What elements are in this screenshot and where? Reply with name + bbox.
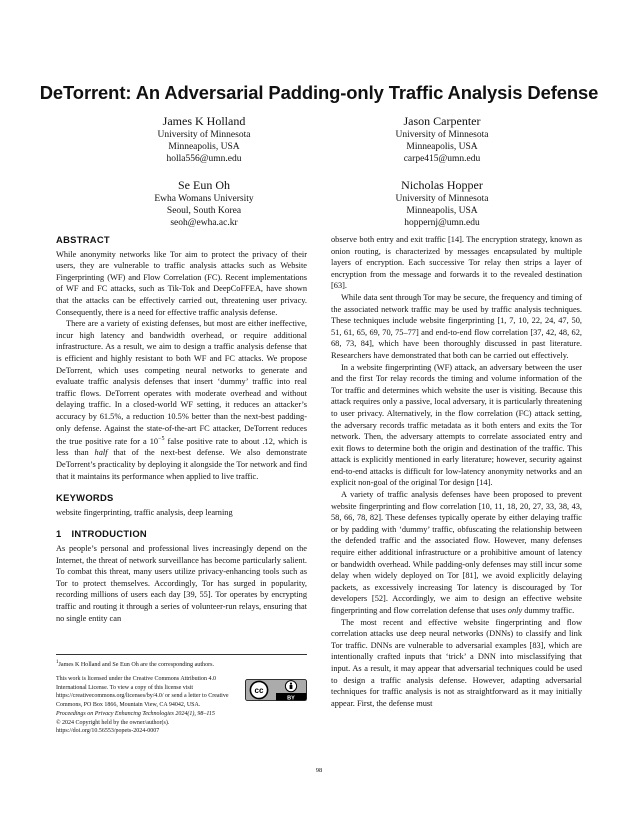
author-name: Jason Carpenter <box>403 114 481 128</box>
author-block <box>342 178 542 230</box>
by-label: BY <box>287 695 295 701</box>
license-text: This work is licensed under the Creative Commons Attribution 4.0 International License. To view a copy of this license visit https://creativecommons.org/licenses/by/4.0/ or send a letter to Creative Commons, PO Box 1866, Mountain View, CA 94042, USA. <box>56 676 229 709</box>
keywords-heading: KEYWORDS <box>56 492 114 504</box>
author-affiliation: Ewha Womans University <box>154 194 254 204</box>
footnote-text: James K Holland and Se Eun Oh are the corresponding authors. <box>58 662 215 669</box>
footnote <box>56 654 307 669</box>
author-block <box>104 178 304 230</box>
abstract-text: false positive rate to about .12, which is less than <box>56 436 307 458</box>
author-name: Nicholas Hopper <box>401 178 483 192</box>
doi-link[interactable]: https://doi.org/10.56553/popets-2024-0007 <box>56 728 160 735</box>
body-paragraph: The most recent and effective website fingerprinting and flow correlation attacks use deep neural networks (DNNs) to classify and link Tor traffic. DNNs are vulnerable to adversarial examples [83], which are intentionally crafted inputs that ‘trick’ a DNN into misclassifying that input. As a result, it may appear that adversarial techniques could be used to design a traffic analysis defense. However, adapting adversarial techniques for traffic analysis is not as straightforward as it may initially appear. First, the defense must <box>331 617 582 708</box>
emphasis: only <box>507 606 523 615</box>
paper-title: DeTorrent: An Adversarial Padding-only Traffic Analysis Defense <box>39 82 599 103</box>
author-name: James K Holland <box>162 114 246 128</box>
keywords-text: website fingerprinting, traffic analysis, deep learning <box>56 507 233 517</box>
exponent: −5 <box>158 436 165 443</box>
author-block <box>342 114 542 166</box>
cc-by-license-icon <box>245 679 307 701</box>
page-number: 98 <box>315 767 323 774</box>
body-paragraph <box>331 489 582 617</box>
author-location: Minneapolis, USA <box>406 142 478 153</box>
body-text: dummy traffic. <box>522 606 575 615</box>
proceedings-line: Proceedings on Privacy Enhancing Technologies 2024(1), 98–115 <box>56 710 215 717</box>
author-email: seoh@ewha.ac.kr <box>170 218 238 229</box>
author-location: Seoul, South Korea <box>166 206 242 217</box>
body-paragraph: In a website fingerprinting (WF) attack, an adversary between the user and the first Tor relay records the timing and volume information of the Tor traffic and determines which website the user is visiting. Because this attack requires only a passive, local adversary, it is particularly threatening to user privacy. Alternatively, in the flow correlation (FC) attack setting, the adversary records traffic metadata as it both enters and exits the Tor network. Then, the adversary attempts to correlate associated entry and exit flows to determine both the origin and destination of the traffic. This attack is explicitly mentioned in early literature; however, security against end-to-end attacks is difficult for low-latency anonymity networks and an explicit non-goal of the original Tor design [14]. <box>331 362 582 488</box>
introduction-paragraph: As people’s personal and professional lives increasingly depend on the Internet, the threat of network surveillance has become particularly salient. To combat this threat, many users utilize privacy-enhancing tools such as Tor to protect themselves. Accordingly, Tor has surged in popularity, recording millions of users each day [39, 55]. Tor operates by encrypting traffic and routing it through a series of volunteer-run relays, ensuring that no single entity can <box>56 544 307 623</box>
author-email: holla556@umn.edu <box>166 154 242 165</box>
section-title: INTRODUCTION <box>71 528 147 540</box>
introduction-heading <box>56 528 307 540</box>
license-block <box>56 675 307 736</box>
section-number: 1 <box>56 528 62 540</box>
body-paragraph: While data sent through Tor may be secure, the frequency and timing of the associated network traffic may be used by traffic analysis techniques. These techniques include website fingerprinting [1, 7, 10, 22, 24, 47, 50, 51, 61, 65, 69, 70, 75–77] and end-to-end flow correlation [37, 42, 48, 62, 68, 73, 84], which have been thoroughly discussed in past literature. Researchers have demonstrated that both can be carried out effectively. <box>331 292 582 360</box>
author-email: hoppernj@umn.edu <box>404 218 480 229</box>
abstract-text: There are a variety of existing defenses, but most are either ineffective, incur high latency and bandwidth overhead, or require additional infrastructure. As a result, we aim to design a traffic analysis defense that is efficient and highly resistant to both WF and FC attacks. We propose DeTorrent, which uses competing neural networks to generate and evaluate traffic analysis defenses that insert ‘dummy’ traffic into real traffic flows. DeTorrent operates with moderate overhead and without delaying traffic. In a closed-world WF setting, it reduces an attacker’s accuracy by 61.5%, a reduction 10.5% better than the next-best padding-only defense. Against the state-of-the-art FC attacker, DeTorrent reduces the true positive rate for a 10 <box>56 319 307 446</box>
body-text: A variety of traffic analysis defenses have been proposed to prevent website fingerprinting and flow correlation [10, 11, 18, 20, 27, 33, 38, 43, 58, 66, 78, 82]. These defenses typically operate by either delaying traffic or by padding with ‘dummy’ traffic, obfuscating the relationship between the defended traffic and the associated flow. However, many defenses require either additional infrastructure or a prohibitive amount of latency or bandwidth overhead. While padding-only defenses may still incur some delay when widely deployed on Tor [81], we avoid explicitly delaying packets, as excessively increasing Tor latency is discouraged by Tor developers [52]. Accordingly, we aim to design an effective website fingerprinting and flow correlation defense that uses <box>331 490 582 615</box>
author-block <box>104 114 304 166</box>
right-column <box>331 234 582 709</box>
author-affiliation: University of Minnesota <box>395 130 489 140</box>
author-affiliation: University of Minnesota <box>157 130 251 140</box>
cc-label: cc <box>254 685 264 695</box>
author-affiliation: University of Minnesota <box>395 194 489 204</box>
footnote-mark: 1 <box>56 659 59 665</box>
body-paragraph: observe both entry and exit traffic [14]. The encryption strategy, known as onion routing, is characterized by messages encapsulated by multiple layers of encryption. Each successive Tor relay then strips a layer of encryption from the message and forwards it to the revealed destination [63]. <box>331 235 582 291</box>
abstract-text: that of the next-best defense. We also demonstrate DeTorrent’s practicality by deploying it alongside the Tor network and find that it maintains its performance when applied to live traffic. <box>56 448 307 481</box>
abstract-paragraph <box>56 318 307 482</box>
abstract-heading: ABSTRACT <box>56 234 110 245</box>
abstract-paragraph: While anonymity networks like Tor aim to protect the privacy of their users, they are vulnerable to traffic analysis attacks such as Website Fingerprinting (WF) and Flow Correlation (FC). Recent implementations of WF and FC attacks, such as Tik-Tok and DeepCoFFEA, have shown that the attacks can be effectively carried out, threatening user privacy. Consequently, there is a need for effective traffic analysis defense. <box>56 249 307 317</box>
author-location: Minneapolis, USA <box>406 206 478 217</box>
author-name: Se Eun Oh <box>178 178 230 192</box>
copyright-line: © 2024 Copyright held by the owner/author(s). <box>56 719 170 726</box>
author-email: carpe415@umn.edu <box>403 154 481 165</box>
emphasis: half <box>94 448 108 458</box>
left-column <box>56 234 307 624</box>
author-location: Minneapolis, USA <box>168 142 240 153</box>
